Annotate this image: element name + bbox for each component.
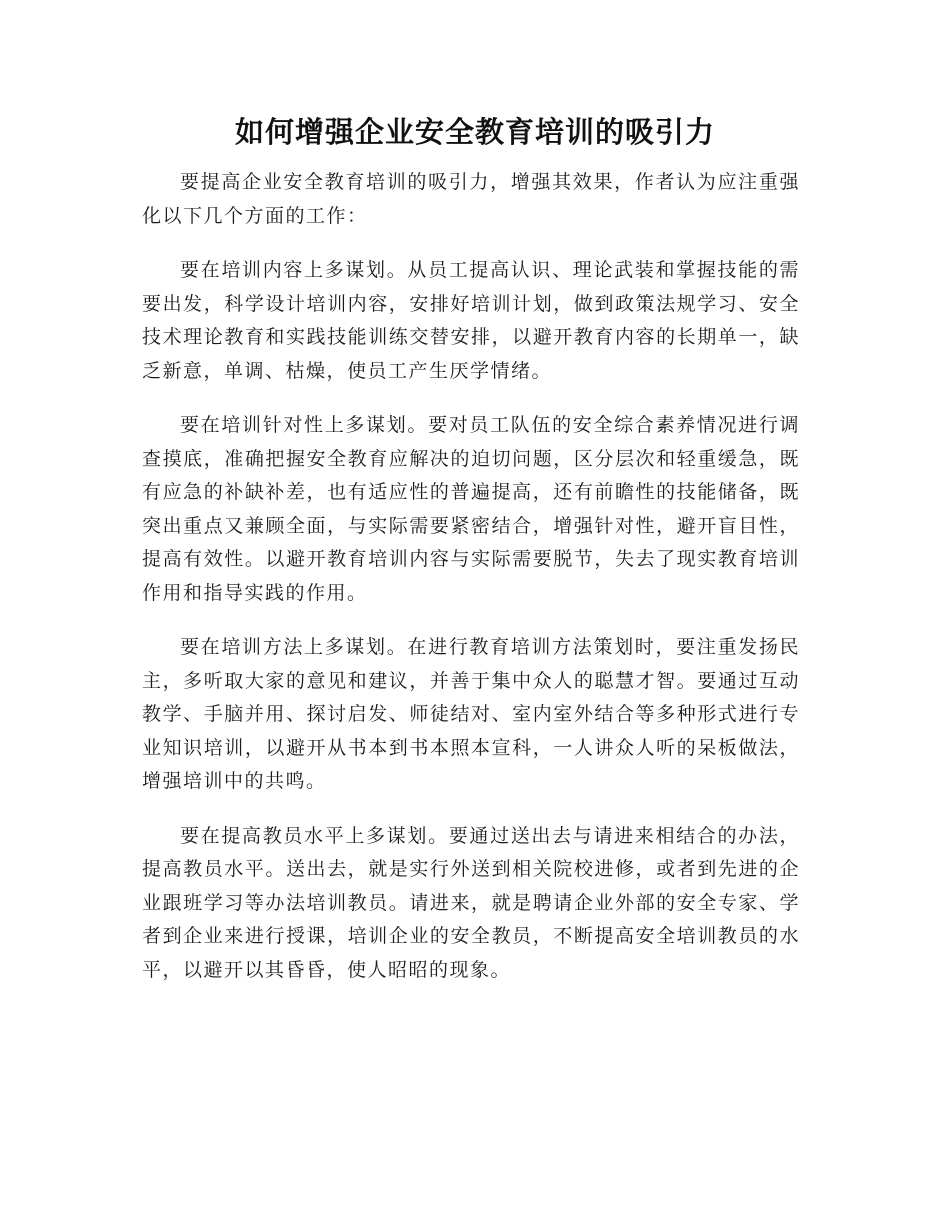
paragraph-content: 要在培训内容上多谋划。从员工提高认识、理论武装和掌握技能的需要出发，科学设计培训内容，安排好培训计划，做到政策法规学习、安全技术理论教育和实践技能训练交替安排，以避开教育内容的长期单一，缺乏新意，单调、枯燥，使员工产生厌学情绪。 xyxy=(142,259,800,382)
paragraph-intro: 要提高企业安全教育培训的吸引力，增强其效果，作者认为应注重强化以下几个方面的工作： xyxy=(142,171,800,227)
paragraph-methods: 要在培训方法上多谋划。在进行教育培训方法策划时，要注重发扬民主，多听取大家的意见和建议，并善于集中众人的聪慧才智。要通过互动教学、手脑并用、探讨启发、师徒结对、室内室外结合等多种形式进行专业知识培训，以避开从书本到书本照本宣科，一人讲众人听的呆板做法，增强培训中的共鸣。 xyxy=(142,636,800,792)
paragraph-instructors: 要在提高教员水平上多谋划。要通过送出去与请进来相结合的办法，提高教员水平。送出去，就是实行外送到相关院校进修，或者到先进的企业跟班学习等办法培训教员。请进来，就是聘请企业外部的安全专家、学者到企业来进行授课，培训企业的安全教员，不断提高安全培训教员的水平，以避开以其昏昏，使人昭昭的现象。 xyxy=(142,824,800,981)
paragraph-targeting: 要在培训针对性上多谋划。要对员工队伍的安全综合素养情况进行调查摸底，准确把握安全教育应解决的迫切问题，区分层次和轻重缓急，既有应急的补缺补差，也有适应性的普遍提高，还有前瞻性的技能储备，既突出重点又兼顾全面，与实际需要紧密结合，增强针对性，避开盲目性，提高有效性。以避开教育培训内容与实际需要脱节，失去了现实教育培训作用和指导实践的作用。 xyxy=(142,414,800,604)
document-body xyxy=(142,166,800,1008)
document-title: 如何增强企业安全教育培训的吸引力 xyxy=(234,115,715,149)
